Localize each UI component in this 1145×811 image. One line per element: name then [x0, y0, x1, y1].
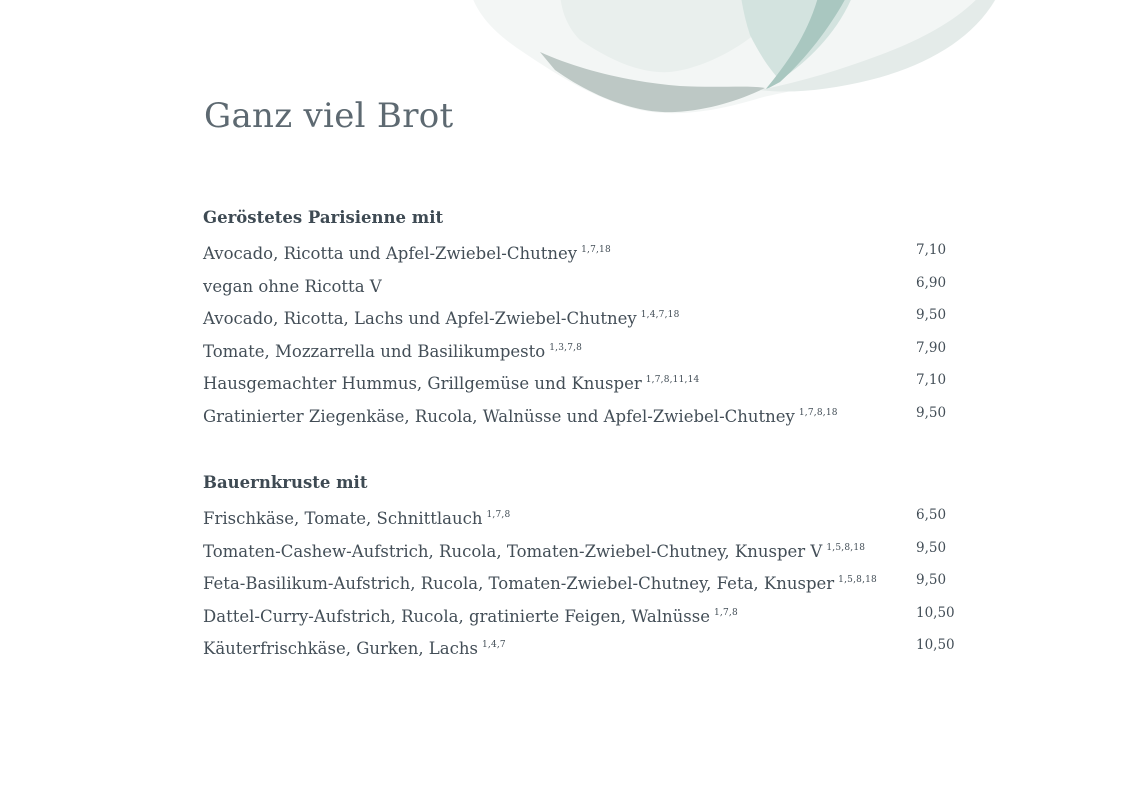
item-name: Frischkäse, Tomate, Schnittlauch	[203, 509, 483, 528]
menu-item	[203, 364, 963, 397]
menu-section-bauernkruste	[203, 467, 963, 662]
item-price: 7,10	[916, 372, 947, 389]
menu-item	[203, 267, 963, 300]
page-title: Ganz viel Brot	[204, 96, 454, 136]
allergen-codes: 1,4,7,18	[640, 310, 680, 321]
item-price: 6,90	[916, 274, 947, 291]
allergen-codes: 1,5,8,18	[838, 575, 877, 586]
allergen-codes: 1,4,7	[481, 640, 506, 651]
item-price: 6,50	[916, 507, 947, 523]
menu-item	[203, 234, 963, 267]
item-name: Feta-Basilikum-Aufstrich, Rucola, Tomaten-Zwiebel-Chutney, Feta, Knusper	[203, 574, 835, 594]
allergen-codes: 1,7,8	[713, 607, 738, 618]
allergen-codes: 1,3,7,8	[549, 342, 583, 353]
item-price: 7,10	[916, 242, 947, 258]
item-name: Gratinierter Ziegenkäse, Rucola, Walnüsse und Apfel-Zwiebel-Chutney	[203, 406, 795, 426]
menu-item	[203, 499, 963, 532]
menu-item	[203, 332, 963, 365]
menu-item	[203, 629, 963, 662]
allergen-codes: 1,5,8,18	[826, 542, 866, 553]
item-name: Tomate, Mozzarrella und Basilikumpesto	[203, 341, 546, 361]
item-price: 10,50	[916, 637, 955, 654]
menu-item	[203, 397, 963, 430]
item-price: 10,50	[916, 604, 955, 621]
item-name: vegan ohne Ricotta V	[203, 276, 382, 296]
item-name: Hausgemachter Hummus, Grillgemüse und Knusper	[203, 374, 642, 394]
item-name: Käuterfrischkäse, Gurken, Lachs	[203, 639, 478, 659]
item-name: Dattel-Curry-Aufstrich, Rucola, gratinierte Feigen, Walnüsse	[203, 606, 710, 626]
item-price: 9,50	[916, 572, 947, 589]
menu-item	[203, 532, 963, 565]
item-price: 9,50	[916, 404, 947, 421]
allergen-codes: 1,7,18	[581, 245, 611, 255]
item-price: 9,50	[916, 539, 947, 556]
menu-section-parisienne	[203, 202, 963, 430]
item-name: Tomaten-Cashew-Aufstrich, Rucola, Tomaten-Zwiebel-Chutney, Knusper V	[203, 541, 823, 561]
allergen-codes: 1,7,8	[486, 510, 511, 520]
item-price: 7,90	[916, 339, 947, 356]
allergen-codes: 1,7,8,11,14	[645, 375, 700, 386]
menu-item	[203, 299, 963, 332]
menu-item	[203, 564, 963, 597]
menu-item	[203, 597, 963, 630]
watercolor-decoration	[460, 0, 1000, 130]
allergen-codes: 1,7,8,18	[798, 407, 838, 418]
item-price: 9,50	[916, 307, 947, 324]
section-heading: Bauernkruste mit	[203, 473, 368, 492]
item-name: Avocado, Ricotta, Lachs und Apfel-Zwiebel-Chutney	[203, 309, 637, 329]
section-heading: Geröstetes Parisienne mit	[203, 208, 444, 227]
item-name: Avocado, Ricotta und Apfel-Zwiebel-Chutney	[203, 244, 578, 263]
